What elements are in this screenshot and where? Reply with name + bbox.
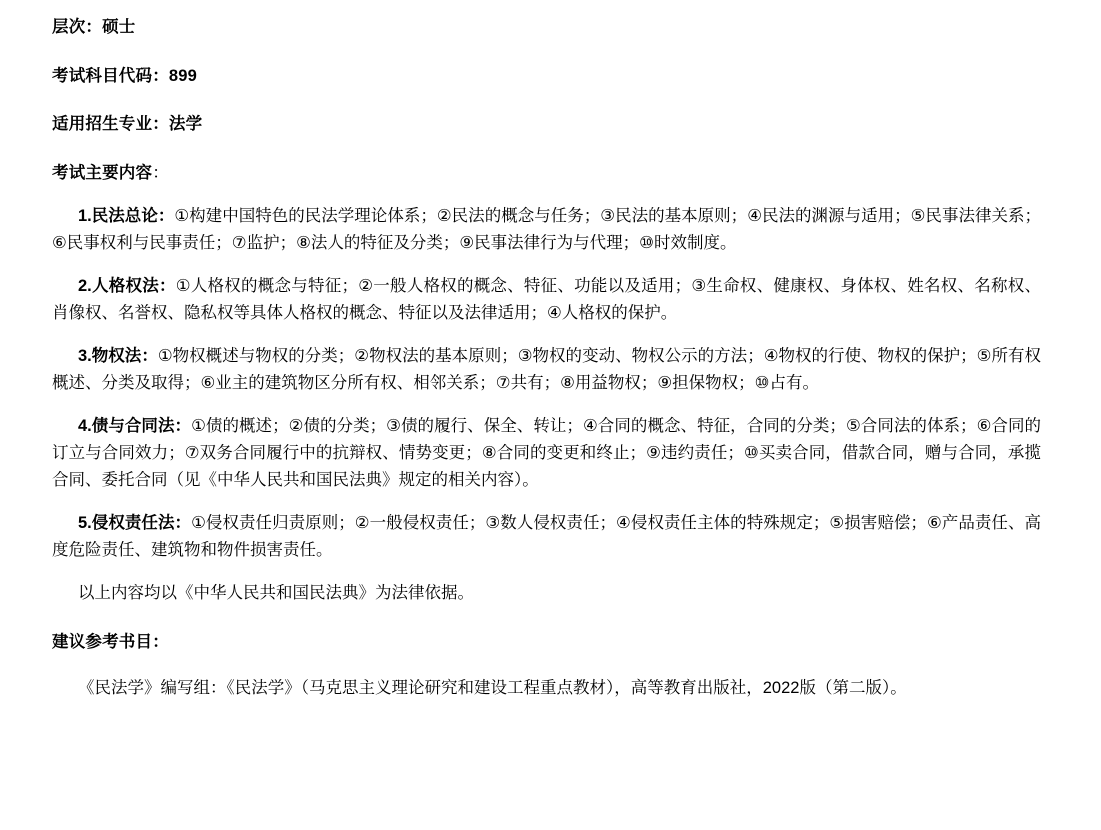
- section-1-body: ①构建中国特色的民法学理论体系；②民法的概念与任务；③民法的基本原则；④民法的渊源与适用；⑤民事法律关系；⑥民事权利与民事责任；⑦监护；⑧法人的特征及分类；⑨民事法律行为与代理；⑩时效制度。: [52, 207, 1042, 253]
- section-5-title: 侵权责任法：: [91, 513, 192, 532]
- section-3-number: 3.: [78, 347, 92, 366]
- section-2: [52, 273, 1041, 326]
- section-5-body: ①侵权责任归责原则；②一般侵权责任；③数人侵权责任；④侵权责任主体的特殊规定；⑤损害赔偿；⑥产品责任、高度危险责任、建筑物和物件损害责任。: [52, 513, 1042, 559]
- field-level-value: 硕士: [102, 18, 136, 36]
- main-heading-suffix: ：: [152, 164, 169, 183]
- section-2-body: ①人格权的概念与特征；②一般人格权的概念、特征、功能以及适用；③生命权、健康权、身体权、姓名权、名称权、肖像权、名誉权、隐私权等具体人格权的概念、特征以及法律适用；④人格权的保护。: [52, 277, 1041, 323]
- section-5: [52, 510, 1041, 563]
- section-5-number: 5.: [78, 513, 92, 532]
- closing-note: [52, 580, 1041, 607]
- field-subject-code: [52, 63, 1041, 90]
- reference-heading-text: 建议参考书目：: [52, 632, 169, 651]
- reference-heading: [52, 629, 1041, 656]
- section-4-title: 债与合同法：: [91, 417, 192, 436]
- field-subject-code-label: 考试科目代码：: [52, 66, 169, 85]
- section-2-number: 2.: [78, 277, 92, 296]
- field-level: [52, 14, 1041, 41]
- closing-note-text: 以上内容均以《中华人民共和国民法典》为法律依据。: [78, 583, 474, 602]
- section-4-number: 4.: [78, 417, 92, 436]
- field-level-label: 层次：: [52, 18, 103, 36]
- section-2-title: 人格权法：: [91, 277, 176, 296]
- field-major: [52, 111, 1041, 138]
- section-3-body: ①物权概述与物权的分类；②物权法的基本原则；③物权的变动、物权公示的方法；④物权的行使、物权的保护；⑤所有权概述、分类及取得；⑥业主的建筑物区分所有权、相邻关系；⑦共有；⑧用益物权；⑨担保物权；⑩占有。: [52, 347, 1042, 392]
- section-4: [52, 413, 1041, 493]
- section-1-title: 民法总论：: [91, 207, 175, 226]
- section-3: [52, 343, 1041, 396]
- section-1-number: 1.: [78, 207, 92, 226]
- main-heading: [52, 160, 1041, 187]
- reference-entry-text: 《民法学》编写组：《民法学》（马克思主义理论研究和建设工程重点教材），高等教育出版社，2022版（第二版）。: [78, 679, 907, 698]
- field-subject-code-value: 899: [168, 66, 198, 85]
- main-heading-text: 考试主要内容: [52, 164, 153, 183]
- field-major-value: 法学: [168, 115, 203, 134]
- reference-entry: [52, 675, 1041, 702]
- section-3-title: 物权法：: [91, 347, 158, 366]
- field-major-label: 适用招生专业：: [52, 115, 169, 134]
- section-1: [52, 203, 1041, 256]
- section-4-body: ①债的概述；②债的分类；③债的履行、保全、转让；④合同的概念、特征，合同的分类；⑤合同法的体系；⑥合同的订立与合同效力；⑦双务合同履行中的抗辩权、情势变更；⑧合同的变更和终止；⑨违约责任；⑩买卖合同，借款合同，赠与合同，承揽合同、委托合同（见《中华人民共和国民法典》规定的相关内容）。: [52, 417, 1042, 489]
